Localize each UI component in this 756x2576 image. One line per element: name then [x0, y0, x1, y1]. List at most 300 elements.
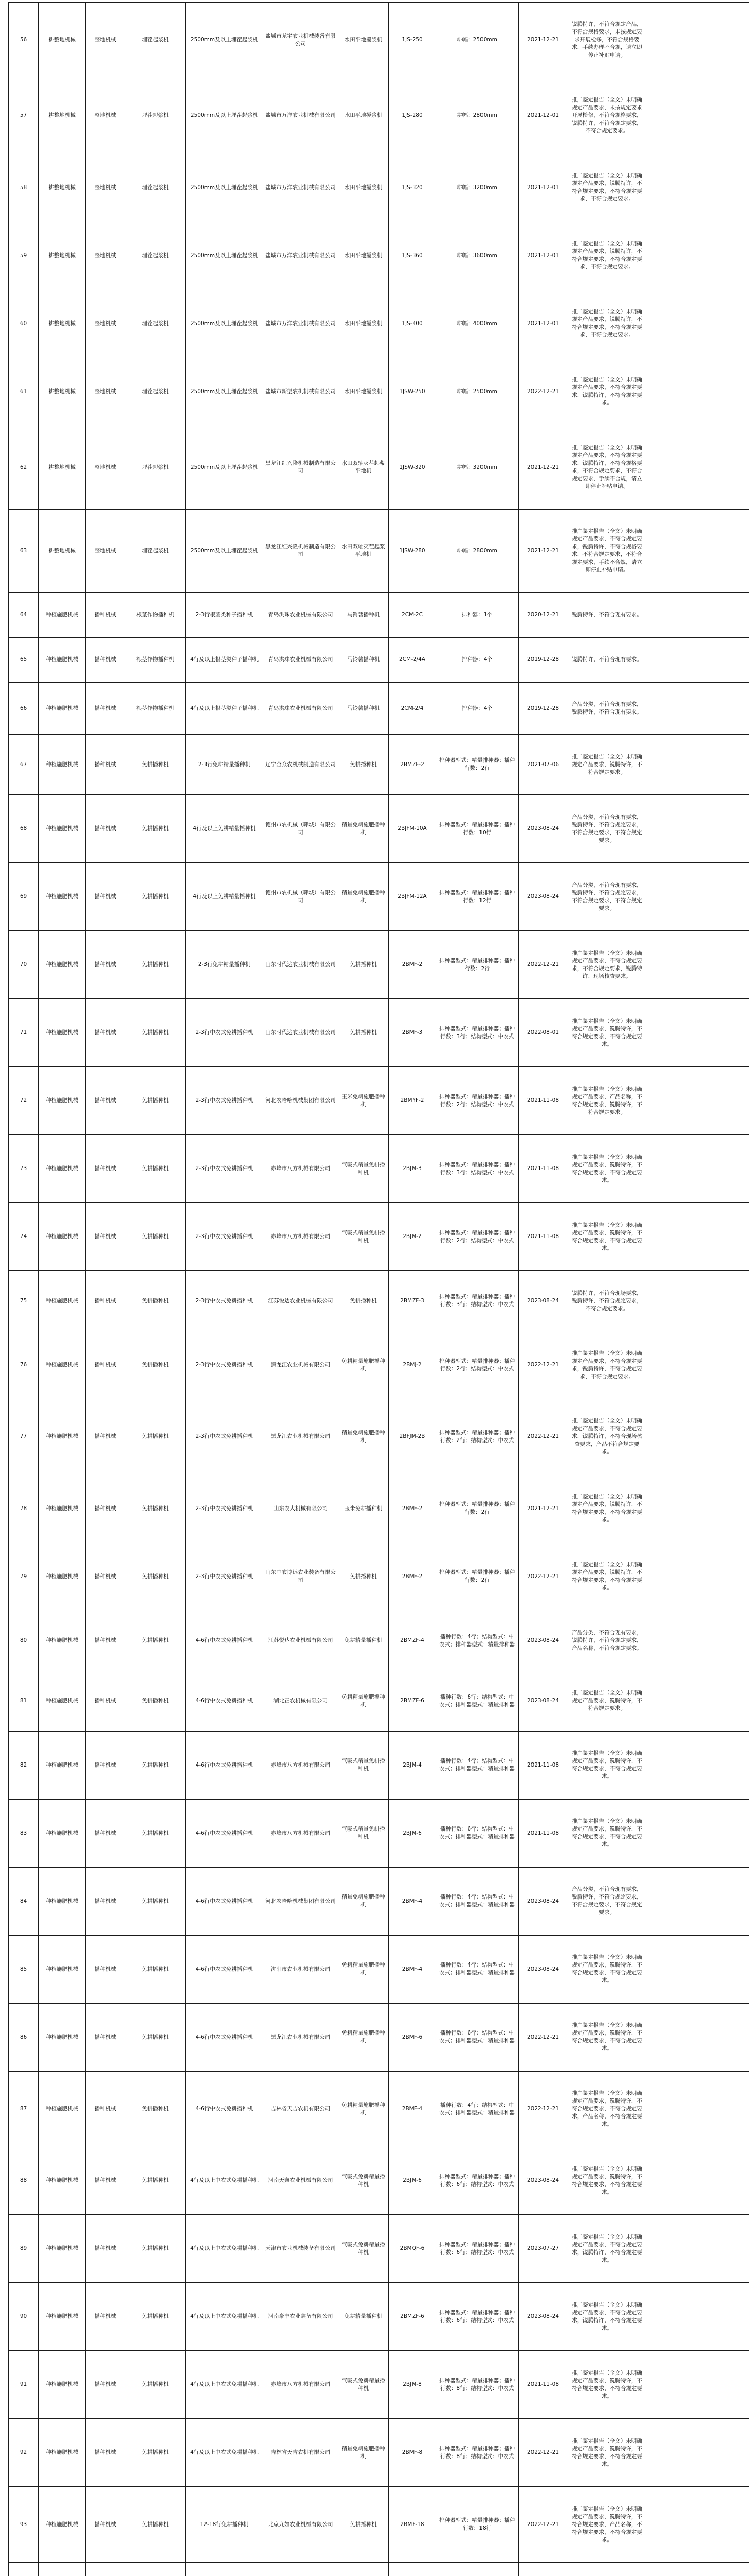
check-date-cell: 2023-08-24	[519, 2283, 568, 2351]
category-cell: 种植施肥机械	[39, 795, 86, 863]
row-number-cell: 63	[9, 509, 39, 592]
manufacturer-cell: 江苏悦达农业机械有限公司	[263, 1611, 338, 1671]
subcategory-cell: 播种机械	[86, 1799, 125, 1867]
check-date-cell: 2023-08-24	[519, 2147, 568, 2215]
remark-cell	[646, 1203, 749, 1271]
row-number-cell: 61	[9, 358, 39, 426]
subcategory-cell: 播种机械	[86, 1671, 125, 1731]
category-cell: 种植施肥机械	[39, 1867, 86, 1935]
manufacturer-cell: 河南豪丰农业装备有限公司	[263, 2283, 338, 2351]
grade-cell: 2500mm及以上埋茬起浆机	[186, 222, 263, 290]
model-cell: 2BMYF-2	[389, 1067, 436, 1135]
status-note-cell: 推广鉴定报告（全文）未明确规定产品要求，锐腾特许，不符合规定要求，不符合规定要求。	[568, 2351, 646, 2419]
manufacturer-cell: 江苏悦达农业机械有限公司	[263, 1271, 338, 1331]
table-row	[9, 358, 749, 426]
model-cell: 2CM-2/4	[389, 682, 436, 735]
product-name-cell: 气吸式免耕精量播种机	[338, 2351, 389, 2419]
configuration-cell: 播种行数：4行；结构型式：中农式；排种器型式：精量排种器	[436, 1611, 519, 1671]
status-note-cell: 推广鉴定报告（全文）未明确规定产品要求，锐腾特许，不符合规定要求，不符合规定要求。	[568, 1935, 646, 2003]
item-cell: 根茎作物播种机	[125, 637, 186, 682]
item-cell: 免耕播种机	[125, 1731, 186, 1799]
check-date-cell: 2020-12-21	[519, 592, 568, 637]
configuration-cell: 排种器型式：精量排种器；播种行数：12行	[436, 863, 519, 931]
table-row	[9, 78, 749, 154]
status-note-cell: 推广鉴定报告（全文）未明确规定产品要求，不符合规定要求，锐腾特许，不符合规格要求，不符合规定要求，不符合规定要求，手续不合规，请立即停止补贴申请。	[568, 509, 646, 592]
table-row	[9, 735, 749, 795]
product-name-cell: 水田平地搅浆机	[338, 222, 389, 290]
subcategory-cell: 整地机械	[86, 426, 125, 509]
product-name-cell: 免耕精量施肥播种机	[338, 1331, 389, 1399]
check-date-cell: 2021-11-08	[519, 1135, 568, 1203]
status-note-cell: 推广鉴定报告（全文）未明确规定产品要求，锐腾特许，不符合规定要求，不符合规定要求。	[568, 1203, 646, 1271]
row-number-cell: 75	[9, 1271, 39, 1331]
category-cell: 种植施肥机械	[39, 863, 86, 931]
category-cell: 耕整地机械	[39, 78, 86, 154]
configuration-cell: 排种器：4个	[436, 682, 519, 735]
configuration-cell: 耕幅：4000mm	[436, 290, 519, 358]
model-cell: 2BMQF-6	[389, 2215, 436, 2283]
product-name-cell: 水田平地搅浆机	[338, 358, 389, 426]
check-date-cell: 2021-12-21	[519, 3, 568, 78]
manufacturer-cell: 黑龙江农业机械有限公司	[263, 1399, 338, 1475]
model-cell: 2BJM-6	[389, 1799, 436, 1867]
row-number-cell: 78	[9, 1475, 39, 1543]
check-date-cell: 2023-08-24	[519, 1611, 568, 1671]
configuration-cell: 播种行数：6行；结构型式：中农式；排种器型式：精量排种器	[436, 1671, 519, 1731]
item-cell: 免耕播种机	[125, 2487, 186, 2563]
model-cell: 2BJFM-10A	[389, 795, 436, 863]
manufacturer-cell: 德州市农机械（郓城）有限公司	[263, 795, 338, 863]
grade-cell: 2-3行中农式免耕播种机	[186, 999, 263, 1067]
item-cell: 免耕播种机	[125, 1475, 186, 1543]
item-cell: 免耕播种机	[125, 1611, 186, 1671]
subcategory-cell: 播种机械	[86, 1399, 125, 1475]
row-number-cell: 82	[9, 1731, 39, 1799]
table-row	[9, 1611, 749, 1671]
model-cell: 2BMF-2	[389, 1543, 436, 1611]
category-cell: 种植施肥机械	[39, 735, 86, 795]
product-name-cell: 精量免耕施肥播种机	[338, 1867, 389, 1935]
row-number-cell: 93	[9, 2487, 39, 2563]
subcategory-cell: 播种机械	[86, 1731, 125, 1799]
item-cell: 根茎作物播种机	[125, 682, 186, 735]
check-date-cell: 2019-12-28	[519, 637, 568, 682]
remark-cell	[646, 999, 749, 1067]
remark-cell	[646, 2351, 749, 2419]
row-number-cell: 64	[9, 592, 39, 637]
row-number-cell: 58	[9, 154, 39, 222]
item-cell: 免耕播种机	[125, 735, 186, 795]
category-cell: 种植施肥机械	[39, 1543, 86, 1611]
check-date-cell: 2021-12-01	[519, 222, 568, 290]
configuration-cell	[436, 2563, 519, 2576]
model-cell: 2BJM-8	[389, 2351, 436, 2419]
subcategory-cell: 播种机械	[86, 2487, 125, 2563]
category-cell: 种植施肥机械	[39, 1671, 86, 1731]
category-cell: 耕整地机械	[39, 154, 86, 222]
item-cell: 埋茬起浆机	[125, 3, 186, 78]
remark-cell	[646, 2215, 749, 2283]
manufacturer-cell: 山东时代达农业机械有限公司	[263, 931, 338, 999]
model-cell: 1JSW-250	[389, 358, 436, 426]
status-note-cell: 推广鉴定报告（全文）未明确规定产品要求，锐腾特许，不符合规定要求，不符合规定要求。	[568, 1475, 646, 1543]
category-cell: 种植施肥机械	[39, 592, 86, 637]
remark-cell	[646, 1331, 749, 1399]
item-cell: 免耕播种机	[125, 1135, 186, 1203]
manufacturer-cell: 赤峰市八方机械有限公司	[263, 1731, 338, 1799]
category-cell: 种植施肥机械	[39, 637, 86, 682]
remark-cell	[646, 3, 749, 78]
table-row	[9, 154, 749, 222]
remark-cell	[646, 1067, 749, 1135]
product-name-cell: 气吸式免耕精量播种机	[338, 2147, 389, 2215]
manufacturer-cell: 吉林省天吉农机有限公司	[263, 2071, 338, 2147]
row-number-cell: 80	[9, 1611, 39, 1671]
category-cell: 耕整地机械	[39, 3, 86, 78]
status-note-cell: 产品分类，不符合现有要求，锐腾特许，不符合规定要求，产品名称，不符合规定要求。	[568, 1611, 646, 1671]
manufacturer-cell: 赤峰市八方机械有限公司	[263, 1799, 338, 1867]
check-date-cell: 2021-07-06	[519, 735, 568, 795]
status-note-cell	[568, 2563, 646, 2576]
product-name-cell: 气吸式精量免耕播种机	[338, 1135, 389, 1203]
model-cell: 2BJM-3	[389, 1135, 436, 1203]
row-number-cell: 69	[9, 863, 39, 931]
row-number-cell: 84	[9, 1867, 39, 1935]
configuration-cell: 播种行数：6行；结构型式：中农式；排种器型式：精量排种器	[436, 2003, 519, 2071]
item-cell: 根茎作物播种机	[125, 592, 186, 637]
check-date-cell: 2021-11-08	[519, 1731, 568, 1799]
table-row	[9, 1867, 749, 1935]
category-cell: 种植施肥机械	[39, 2487, 86, 2563]
remark-cell	[646, 1543, 749, 1611]
manufacturer-cell: 青岛洪珠农业机械有限公司	[263, 682, 338, 735]
configuration-cell: 耕幅：2500mm	[436, 358, 519, 426]
grade-cell: 4-6行中农式免耕播种机	[186, 2071, 263, 2147]
configuration-cell: 排种器型式：精量排种器；播种行数：10行	[436, 795, 519, 863]
row-number-cell: 66	[9, 682, 39, 735]
row-number-cell: 91	[9, 2351, 39, 2419]
manufacturer-cell: 沈阳市农业机械有限公司	[263, 1935, 338, 2003]
table-row	[9, 863, 749, 931]
remark-cell	[646, 592, 749, 637]
grade-cell: 2500mm及以上埋茬起浆机	[186, 426, 263, 509]
check-date-cell: 2021-12-01	[519, 154, 568, 222]
table-row	[9, 2563, 749, 2576]
item-cell: 免耕播种机	[125, 931, 186, 999]
configuration-cell: 排种器型式：精量排种器；播种行数：2行	[436, 931, 519, 999]
configuration-cell: 耕幅：3200mm	[436, 154, 519, 222]
model-cell: 2BMF-4	[389, 1867, 436, 1935]
table-row	[9, 1799, 749, 1867]
subcategory-cell: 整地机械	[86, 3, 125, 78]
remark-cell	[646, 154, 749, 222]
status-note-cell: 推广鉴定报告（全文）未明确规定产品要求，锐腾特许，不符合规定要求。	[568, 735, 646, 795]
item-cell: 免耕播种机	[125, 1203, 186, 1271]
product-name-cell: 精量免耕施肥播种机	[338, 2419, 389, 2487]
row-number-cell: 71	[9, 999, 39, 1067]
product-name-cell: 免耕精量施肥播种机	[338, 2003, 389, 2071]
remark-cell	[646, 1799, 749, 1867]
product-name-cell: 气吸式免耕精量播种机	[338, 2215, 389, 2283]
check-date-cell: 2022-12-21	[519, 1543, 568, 1611]
status-note-cell: 推广鉴定报告（全文）未明确规定产品要求，不符合规定要求，锐腾特许，不符合规定要求。	[568, 358, 646, 426]
model-cell: 2BMF-8	[389, 2419, 436, 2487]
subcategory-cell: 播种机械	[86, 1475, 125, 1543]
table-row	[9, 1203, 749, 1271]
remark-cell	[646, 2283, 749, 2351]
product-name-cell: 马铃薯播种机	[338, 637, 389, 682]
manufacturer-cell: 河北农哈哈机械集团有限公司	[263, 1867, 338, 1935]
grade-cell: 4-6行中农式免耕播种机	[186, 1611, 263, 1671]
status-note-cell: 推广鉴定报告（全文）未明确规定产品要求，产品名称，不符合规定要求，锐腾特许，不符合规定要求。	[568, 1067, 646, 1135]
status-note-cell: 推广鉴定报告（全文）未明确规定产品要求，不符合规定要求，锐腾特许，不符合规定要求，不符合规定要求。	[568, 1331, 646, 1399]
status-note-cell: 推广鉴定报告（全文）未明确规定产品要求，锐腾特许，不符合规定要求，不符合规定要求，不符合规定要求。	[568, 154, 646, 222]
row-number-cell: 57	[9, 78, 39, 154]
check-date-cell: 2021-11-08	[519, 1799, 568, 1867]
category-cell: 种植施肥机械	[39, 2351, 86, 2419]
remark-cell	[646, 735, 749, 795]
grade-cell: 4行及以上中农式免耕播种机	[186, 2147, 263, 2215]
model-cell: 2BJM-6	[389, 2147, 436, 2215]
grade-cell: 4-6行中农式免耕播种机	[186, 1799, 263, 1867]
product-name-cell: 免耕播种机	[338, 931, 389, 999]
product-name-cell: 玉米免耕播种机	[338, 1475, 389, 1543]
product-name-cell: 免耕播种机	[338, 2487, 389, 2563]
table-row	[9, 931, 749, 999]
configuration-cell: 排种器型式：精量排种器；播种行数：2行	[436, 735, 519, 795]
configuration-cell: 耕幅：2800mm	[436, 78, 519, 154]
table-row	[9, 1399, 749, 1475]
row-number-cell: 65	[9, 637, 39, 682]
subcategory-cell: 整地机械	[86, 222, 125, 290]
check-date-cell: 2023-08-24	[519, 1867, 568, 1935]
configuration-cell: 排种器型式：精量排种器；播种行数：8行；结构型式：中农式	[436, 2351, 519, 2419]
remark-cell	[646, 2487, 749, 2563]
check-date-cell: 2023-08-24	[519, 1671, 568, 1731]
configuration-cell: 播种行数：4行；结构型式：中农式；排种器型式：精量排种器	[436, 1867, 519, 1935]
subcategory-cell: 播种机械	[86, 2071, 125, 2147]
manufacturer-cell: 山东中农博远农业装备有限公司	[263, 1543, 338, 1611]
product-name-cell: 免耕精量施肥播种机	[338, 2071, 389, 2147]
configuration-cell: 排种器型式：精量排种器；播种行数：3行；结构型式：中农式	[436, 1271, 519, 1331]
model-cell: 1JSW-280	[389, 509, 436, 592]
table-row	[9, 509, 749, 592]
item-cell: 免耕播种机	[125, 1543, 186, 1611]
status-note-cell: 推广鉴定报告（全文）未明确规定产品要求，锐腾特许，不符合规定要求，不符合规定要求。	[568, 2147, 646, 2215]
status-note-cell: 锐腾特许，不符合规定产品，不符合规格要求，未按规定要求开展检修，不符合规格要求，手续办理不合规，请立即停止补贴申请。	[568, 3, 646, 78]
manufacturer-cell: 河北农哈哈机械集团有限公司	[263, 1067, 338, 1135]
table-row	[9, 290, 749, 358]
configuration-cell: 排种器型式：精量排种器；播种行数：6行；结构型式：中农式	[436, 2147, 519, 2215]
category-cell: 种植施肥机械	[39, 1611, 86, 1671]
category-cell: 种植施肥机械	[39, 1399, 86, 1475]
remark-cell	[646, 1475, 749, 1543]
remark-cell	[646, 426, 749, 509]
configuration-cell: 排种器型式：精量排种器；播种行数：2行	[436, 1543, 519, 1611]
configuration-cell: 播种行数：6行；结构型式：中农式；排种器型式：精量排种器	[436, 1799, 519, 1867]
item-cell	[125, 2563, 186, 2576]
subcategory-cell: 播种机械	[86, 1935, 125, 2003]
grade-cell: 4-6行中农式免耕播种机	[186, 1731, 263, 1799]
subcategory-cell: 播种机械	[86, 2351, 125, 2419]
model-cell: 2BJM-4	[389, 1731, 436, 1799]
row-number-cell: 60	[9, 290, 39, 358]
check-date-cell: 2021-11-08	[519, 1203, 568, 1271]
table-row	[9, 1271, 749, 1331]
remark-cell	[646, 509, 749, 592]
grade-cell: 2500mm及以上埋茬起浆机	[186, 358, 263, 426]
table-row	[9, 2003, 749, 2071]
remark-cell	[646, 1867, 749, 1935]
configuration-cell: 排种器：4个	[436, 637, 519, 682]
row-number-cell: 68	[9, 795, 39, 863]
table-row	[9, 1671, 749, 1731]
product-name-cell: 水田平地搅浆机	[338, 78, 389, 154]
item-cell: 埋茬起浆机	[125, 426, 186, 509]
row-number-cell: 74	[9, 1203, 39, 1271]
model-cell: 1JS-320	[389, 154, 436, 222]
configuration-cell: 排种器型式：精量排种器；播种行数：8行；结构型式：中农式	[436, 2419, 519, 2487]
configuration-cell: 排种器：1个	[436, 592, 519, 637]
table-row	[9, 1331, 749, 1399]
product-check-table	[8, 2, 749, 2576]
manufacturer-cell: 吉林省天吉农机有限公司	[263, 2419, 338, 2487]
manufacturer-cell: 湖北正农机械有限公司	[263, 1671, 338, 1731]
category-cell: 种植施肥机械	[39, 1331, 86, 1399]
manufacturer-cell	[263, 2563, 338, 2576]
remark-cell	[646, 682, 749, 735]
row-number-cell: 90	[9, 2283, 39, 2351]
model-cell: 2BMZF-3	[389, 1271, 436, 1331]
category-cell: 种植施肥机械	[39, 2147, 86, 2215]
grade-cell: 4行及以上中农式免耕播种机	[186, 2351, 263, 2419]
product-name-cell: 免耕播种机	[338, 1543, 389, 1611]
subcategory-cell: 播种机械	[86, 1867, 125, 1935]
row-number-cell: 72	[9, 1067, 39, 1135]
configuration-cell: 排种器型式：精量排种器；播种行数：2行；结构型式：中农式	[436, 1203, 519, 1271]
item-cell: 免耕播种机	[125, 2351, 186, 2419]
item-cell: 埋茬起浆机	[125, 222, 186, 290]
table-row	[9, 2147, 749, 2215]
check-date-cell: 2022-12-21	[519, 358, 568, 426]
manufacturer-cell: 青岛洪珠农业机械有限公司	[263, 637, 338, 682]
status-note-cell: 推广鉴定报告（全文）未明确规定产品要求，锐腾特许，不符合规定要求，不符合规定要求。	[568, 1135, 646, 1203]
configuration-cell: 播种行数：4行；结构型式：中农式；排种器型式：精量排种器	[436, 1731, 519, 1799]
category-cell: 种植施肥机械	[39, 1067, 86, 1135]
remark-cell	[646, 2003, 749, 2071]
product-name-cell: 免耕播种机	[338, 999, 389, 1067]
subcategory-cell: 播种机械	[86, 2283, 125, 2351]
manufacturer-cell: 山东时代达农业机械有限公司	[263, 999, 338, 1067]
configuration-cell: 排种器型式：精量排种器；播种行数：6行；结构型式：中农式	[436, 2283, 519, 2351]
subcategory-cell: 播种机械	[86, 2419, 125, 2487]
status-note-cell: 推广鉴定报告（全文）未明确规定产品要求，锐腾特许，不符合规定要求，不符合规定要求，不符合规定要求。	[568, 290, 646, 358]
item-cell: 埋茬起浆机	[125, 358, 186, 426]
category-cell: 耕整地机械	[39, 290, 86, 358]
table-row	[9, 637, 749, 682]
item-cell: 埋茬起浆机	[125, 154, 186, 222]
check-date-cell: 2022-12-21	[519, 1399, 568, 1475]
remark-cell	[646, 2147, 749, 2215]
model-cell: 2BMZF-6	[389, 1671, 436, 1731]
check-date-cell: 2022-08-01	[519, 999, 568, 1067]
item-cell: 免耕播种机	[125, 1067, 186, 1135]
manufacturer-cell: 山东农大机械有限公司	[263, 1475, 338, 1543]
item-cell: 免耕播种机	[125, 999, 186, 1067]
model-cell: 1JS-250	[389, 3, 436, 78]
remark-cell	[646, 222, 749, 290]
status-note-cell: 产品分类，不符合现有要求，锐腾特许，不符合现有要求。	[568, 682, 646, 735]
status-note-cell: 推广鉴定报告（全文）未明确规定产品要求，锐腾特许，不符合规定要求，不符合规定要求。	[568, 2003, 646, 2071]
status-note-cell: 推广鉴定报告（全文）未明确规定产品要求，未按规定要求开展检修，不符合规格要求，锐腾特许，不符合规定要求，不符合规定要求。	[568, 78, 646, 154]
table-row	[9, 1067, 749, 1135]
configuration-cell: 排种器型式：精量排种器；播种行数：2行	[436, 1475, 519, 1543]
subcategory-cell: 播种机械	[86, 1271, 125, 1331]
grade-cell: 4-6行中农式免耕播种机	[186, 1935, 263, 2003]
status-note-cell: 推广鉴定报告（全文）未明确规定产品要求，不符合规定要求，锐腾特许，不符合规格要求，不符合规定要求，不符合规定要求，手续不合规，请立即停止补贴申请。	[568, 426, 646, 509]
subcategory-cell: 播种机械	[86, 2215, 125, 2283]
remark-cell	[646, 931, 749, 999]
item-cell: 免耕播种机	[125, 1671, 186, 1731]
subcategory-cell: 整地机械	[86, 154, 125, 222]
row-number-cell: 89	[9, 2215, 39, 2283]
product-name-cell: 气吸式精量免耕播种机	[338, 1799, 389, 1867]
status-note-cell: 产品分类，不符合现有要求，锐腾特许，不符合规定要求，不符合规定要求，不符合规定要求。	[568, 795, 646, 863]
subcategory-cell: 整地机械	[86, 358, 125, 426]
manufacturer-cell: 赤峰市八方机械有限公司	[263, 1135, 338, 1203]
manufacturer-cell: 黑龙江红兴隆机械制造有限公司	[263, 509, 338, 592]
row-number-cell: 92	[9, 2419, 39, 2487]
grade-cell: 4行及以上中农式免耕播种机	[186, 2419, 263, 2487]
status-note-cell: 产品分类，不符合现有要求，锐腾特许，不符合规定要求，不符合规定要求，不符合规定要求。	[568, 1867, 646, 1935]
category-cell: 种植施肥机械	[39, 2283, 86, 2351]
category-cell: 种植施肥机械	[39, 2215, 86, 2283]
model-cell: 1JS-280	[389, 78, 436, 154]
product-name-cell: 气吸式精量免耕播种机	[338, 1203, 389, 1271]
product-name-cell: 水田双轴灭茬起浆平地机	[338, 426, 389, 509]
item-cell: 免耕播种机	[125, 863, 186, 931]
subcategory-cell: 播种机械	[86, 1203, 125, 1271]
model-cell: 2BMF-6	[389, 2003, 436, 2071]
status-note-cell: 推广鉴定报告（全文）未明确规定产品要求，不符合规定要求，不符合规定要求，锐腾特许，现场核查要求。	[568, 931, 646, 999]
status-note-cell: 推广鉴定报告（全文）未明确规定产品要求，锐腾特许，不符合规定要求，不符合规定要求。	[568, 1731, 646, 1799]
manufacturer-cell: 青岛洪珠农业机械有限公司	[263, 592, 338, 637]
subcategory-cell: 播种机械	[86, 863, 125, 931]
model-cell: 2BJM-2	[389, 1203, 436, 1271]
manufacturer-cell: 盐城市新望农机机械有限公司	[263, 358, 338, 426]
model-cell: 2BMF-4	[389, 2071, 436, 2147]
subcategory-cell: 播种机械	[86, 931, 125, 999]
status-note-cell: 推广鉴定报告（全文）未明确规定产品要求，锐腾特许，不符合规定要求，不符合规定要求。	[568, 1543, 646, 1611]
grade-cell: 2-3行中农式免耕播种机	[186, 1067, 263, 1135]
row-number-cell: 83	[9, 1799, 39, 1867]
category-cell: 耕整地机械	[39, 222, 86, 290]
model-cell: 1JS-360	[389, 222, 436, 290]
configuration-cell: 耕幅：3200mm	[436, 426, 519, 509]
product-name-cell: 免耕精量施肥播种机	[338, 1671, 389, 1731]
row-number-cell: 77	[9, 1399, 39, 1475]
table-row	[9, 1135, 749, 1203]
model-cell: 2BMF-3	[389, 999, 436, 1067]
configuration-cell: 排种器型式：精量排种器；播种行数：3行；结构型式：中农式	[436, 999, 519, 1067]
grade-cell: 12-18行免耕播种机	[186, 2487, 263, 2563]
category-cell: 种植施肥机械	[39, 682, 86, 735]
configuration-cell: 排种器型式：精量排种器；播种行数：6行；结构型式：中农式	[436, 2215, 519, 2283]
grade-cell: 4行及以上中农式免耕播种机	[186, 2215, 263, 2283]
grade-cell: 4行及以上免耕精量播种机	[186, 863, 263, 931]
remark-cell	[646, 1399, 749, 1475]
configuration-cell: 排种器型式：精量排种器；播种行数：18行	[436, 2487, 519, 2563]
